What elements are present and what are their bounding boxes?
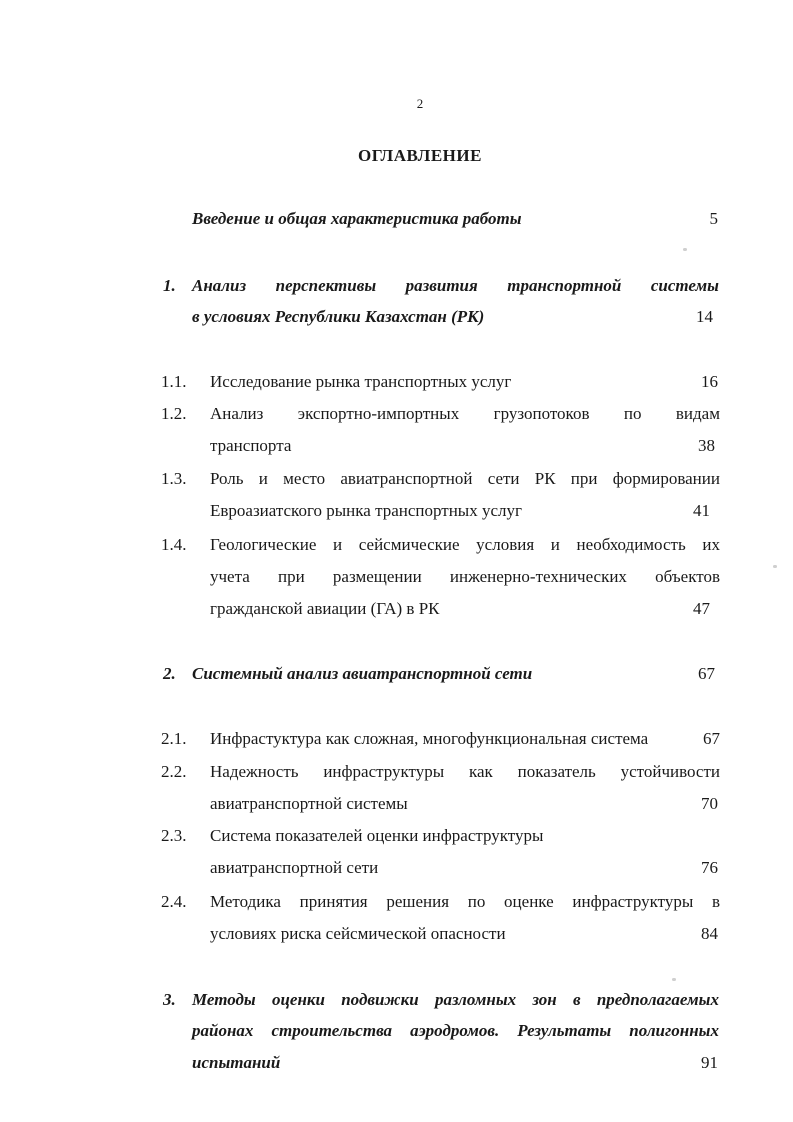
section-word: Надежность bbox=[210, 762, 299, 781]
chapter1-word: перспективы bbox=[275, 276, 377, 295]
chapter1-title-line1 bbox=[192, 276, 719, 296]
section-2-3-page: 76 bbox=[701, 858, 718, 877]
chapter3-title-line1 bbox=[192, 990, 719, 1010]
section-1-4-number: 1.4. bbox=[161, 535, 187, 554]
chapter3-word: строительства bbox=[271, 1021, 393, 1040]
chapter3-title-line3: испытаний bbox=[192, 1053, 281, 1072]
chapter1-title-line2: в условиях Республики Казахстан (РК) bbox=[192, 307, 485, 326]
section-word: учета bbox=[210, 567, 250, 586]
chapter3-word: подвижки bbox=[341, 990, 419, 1009]
section-2-3-title-line2: авиатранспортной сети bbox=[210, 858, 379, 877]
chapter3-word: аэродромов. bbox=[410, 1021, 500, 1040]
chapter1-number: 1. bbox=[163, 276, 176, 295]
section-word: их bbox=[702, 535, 720, 554]
section-1-3-title-line2: Евроазиатского рынка транспортных услуг bbox=[210, 501, 522, 520]
section-word: Методика bbox=[210, 892, 281, 911]
section-word: размещении bbox=[332, 567, 422, 586]
section-word: инфраструктуры bbox=[572, 892, 694, 911]
section-2-4-number: 2.4. bbox=[161, 892, 187, 911]
section-word: объектов bbox=[655, 567, 720, 586]
scan-speck bbox=[683, 248, 687, 251]
section-1-4-title-line1 bbox=[210, 535, 720, 555]
section-1-3-title-line1 bbox=[210, 469, 720, 489]
toc-intro-label: Введение и общая характеристика работы bbox=[192, 209, 522, 228]
section-word: необходимость bbox=[576, 535, 686, 554]
section-1-4-title-line2 bbox=[210, 567, 720, 587]
section-word: грузопотоков bbox=[493, 404, 590, 423]
section-2-4-title-line2: условиях риска сейсмической опасности bbox=[210, 924, 506, 943]
chapter3-word: в bbox=[572, 990, 581, 1009]
chapter3-word: районах bbox=[192, 1021, 254, 1040]
section-word: как bbox=[469, 762, 493, 781]
section-word: оценке bbox=[504, 892, 554, 911]
section-1-2-title-line1 bbox=[210, 404, 720, 424]
section-2-2-number: 2.2. bbox=[161, 762, 187, 781]
section-1-1-title: Исследование рынка транспортных услуг bbox=[210, 372, 512, 391]
chapter3-word: Результаты bbox=[517, 1021, 612, 1040]
chapter1-word: развития bbox=[405, 276, 478, 295]
section-word: устойчивости bbox=[620, 762, 720, 781]
chapter3-word: предполагаемых bbox=[596, 990, 719, 1009]
section-word: принятия bbox=[299, 892, 368, 911]
chapter3-word: разломных bbox=[434, 990, 517, 1009]
chapter3-page: 91 bbox=[701, 1053, 718, 1072]
section-word: по bbox=[623, 404, 642, 423]
section-word: видам bbox=[675, 404, 720, 423]
section-2-1-page: 67 bbox=[703, 729, 720, 748]
section-1-2-page: 38 bbox=[698, 436, 715, 455]
section-word: решения bbox=[386, 892, 450, 911]
section-word: формировании bbox=[612, 469, 720, 488]
section-2-3-number: 2.3. bbox=[161, 826, 187, 845]
section-1-3-page: 41 bbox=[693, 501, 710, 520]
page-number: 2 bbox=[416, 96, 424, 111]
section-2-2-title-line2: авиатранспортной системы bbox=[210, 794, 408, 813]
section-word: и bbox=[550, 535, 560, 554]
section-word: при bbox=[570, 469, 598, 488]
section-2-4-title-line1 bbox=[210, 892, 720, 912]
section-word: при bbox=[278, 567, 305, 586]
chapter1-page: 14 bbox=[696, 307, 713, 326]
section-word: условия bbox=[476, 535, 535, 554]
section-1-2-number: 1.2. bbox=[161, 404, 187, 423]
chapter3-word: полигонных bbox=[629, 1021, 719, 1040]
scan-speck bbox=[773, 565, 777, 568]
scan-speck bbox=[672, 978, 676, 981]
section-1-1-page: 16 bbox=[701, 372, 718, 391]
section-word: и bbox=[258, 469, 268, 488]
section-word: Роль bbox=[210, 469, 244, 488]
chapter1-word: Анализ bbox=[192, 276, 247, 295]
chapter1-word: системы bbox=[650, 276, 719, 295]
section-word: РК bbox=[534, 469, 556, 488]
chapter2-number: 2. bbox=[163, 664, 176, 683]
section-2-1-number: 2.1. bbox=[161, 729, 187, 748]
chapter1-word: транспортной bbox=[507, 276, 622, 295]
section-2-2-page: 70 bbox=[701, 794, 718, 813]
section-word: Геологические bbox=[210, 535, 317, 554]
section-word: авиатранспортной bbox=[340, 469, 473, 488]
chapter2-title: Системный анализ авиатранспортной сети bbox=[192, 664, 533, 683]
section-word: Анализ bbox=[210, 404, 264, 423]
chapter3-number: 3. bbox=[163, 990, 176, 1009]
chapter3-title-line2 bbox=[192, 1021, 719, 1041]
section-1-4-title-line3: гражданской авиации (ГА) в РК bbox=[210, 599, 440, 618]
section-word: место bbox=[283, 469, 326, 488]
section-1-4-page: 47 bbox=[693, 599, 710, 618]
section-1-2-title-line2: транспорта bbox=[210, 436, 292, 455]
page-title: ОГЛАВЛЕНИЕ bbox=[358, 146, 482, 165]
section-2-1-title: Инфрастуктура как сложная, многофункциональная система bbox=[210, 729, 649, 748]
section-word: в bbox=[711, 892, 720, 911]
section-word: сети bbox=[487, 469, 520, 488]
toc-intro-page: 5 bbox=[709, 209, 718, 228]
section-word: инженерно-технических bbox=[449, 567, 627, 586]
section-2-2-title-line1 bbox=[210, 762, 720, 782]
section-word: показатель bbox=[517, 762, 596, 781]
section-word: инфраструктуры bbox=[323, 762, 445, 781]
section-2-4-page: 84 bbox=[701, 924, 718, 943]
section-word: и bbox=[333, 535, 343, 554]
chapter2-page: 67 bbox=[698, 664, 715, 683]
chapter3-word: Методы bbox=[192, 990, 256, 1009]
section-1-3-number: 1.3. bbox=[161, 469, 187, 488]
chapter3-word: зон bbox=[532, 990, 557, 1009]
section-word: экспортно-импортных bbox=[297, 404, 460, 423]
section-1-1-number: 1.1. bbox=[161, 372, 187, 391]
section-word: по bbox=[467, 892, 486, 911]
section-word: сейсмические bbox=[358, 535, 460, 554]
section-2-3-title-line1: Система показателей оценки инфраструктуры bbox=[210, 826, 544, 845]
chapter3-word: оценки bbox=[271, 990, 325, 1009]
